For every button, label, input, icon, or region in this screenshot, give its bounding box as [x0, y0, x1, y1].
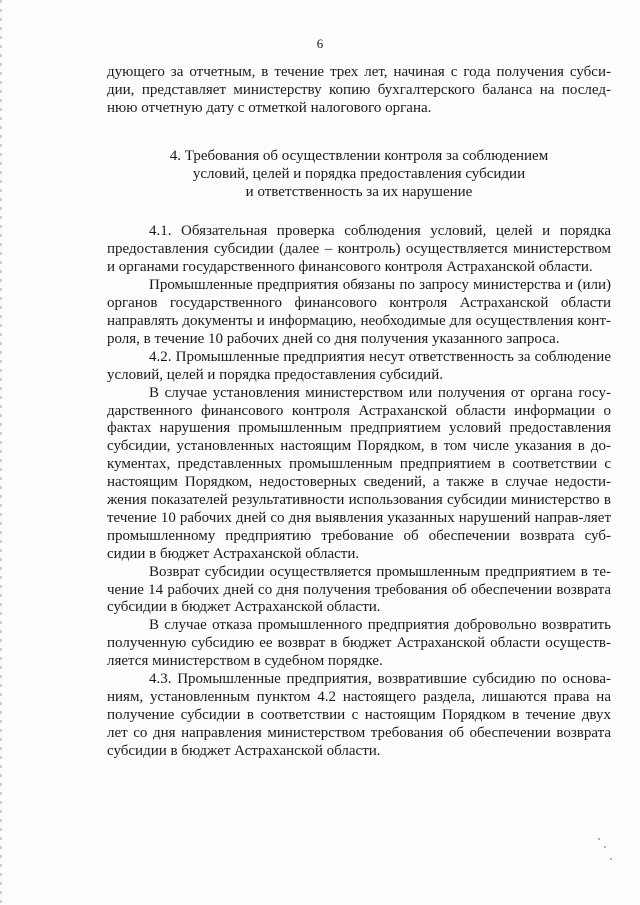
paragraph-4-1: 4.1. Обязательная проверка соблюдения условий, целей и порядка предоставления субсидии (далее – контроль) осуществляется министерством и органами государственного финансового контроля Астраханской области. [107, 223, 611, 276]
paragraph-refusal: В случае отказа промышленного предприятия добровольно возвратить полученную субсидию ее возврат в бюджет Астраханской области осуществ-ляется министерством в судебном порядке. [107, 617, 611, 670]
section-heading-line: 4. Требования об осуществлении контроля за соблюдением [169, 147, 549, 164]
section-heading-line: и ответственность за их нарушение [245, 183, 473, 200]
paragraph-4-3: 4.3. Промышленные предприятия, возвратившие субсидию по основа-ниям, установленным пунктом 4.2 настоящего раздела, лишаются права на получение субсидии в соответствии с настоящим Порядком в течение двух лет со дня направления министерством требования об обеспечении возврата субсидии в бюджет Астраханской области. [107, 671, 611, 759]
section-heading [107, 148, 611, 202]
section-heading-line: условий, целей и порядка предоставления субсидии [192, 165, 526, 182]
scan-speck [598, 838, 600, 840]
scan-speck [610, 858, 612, 860]
scan-speck [604, 846, 606, 848]
paragraph-violation: В случае установления министерством или получения от органа госу-дарственного финансового контроля Астраханской области информации о фактах нарушения промышленным предприятием условий предоставления субсидии, установленных настоящим Порядком, в том числе указания в до-кументах, представленных промышленным предприятием в соответствии с настоящим Порядком, недостоверных сведений, а также в случае недости-жения показателей результативности использования субсидии министерство в течение 10 рабочих дней со дня выявления указанных нарушений направ-ляет промышленному предприятию требование об обеспечении возврата суб-сидии в бюджет Астраханской области. [107, 384, 611, 562]
paragraph-refund: Возврат субсидии осуществляется промышленным предприятием в те-чение 14 рабочих дней со дня получения требования об обеспечении возврата субсидии в бюджет Астраханской области. [107, 563, 611, 616]
document-body [107, 64, 611, 761]
page-number: 6 [316, 36, 324, 51]
intro-paragraph: дующего за отчетным, в течение трех лет, начиная с года получения субси-дии, представляет министерству копию бухгалтерского баланса на послед-нюю отчетную дату с отметкой налогового органа. [107, 64, 611, 116]
scan-edge-artifact [0, 0, 2, 905]
paragraph-4-2: 4.2. Промышленные предприятия несут ответственность за соблюдение условий, целей и порядка предоставления субсидий. [107, 348, 611, 383]
paragraph-obligation: Промышленные предприятия обязаны по запросу министерства и (или) органов государственного финансового контроля Астраханской области направлять документы и информацию, необходимые для осуществления конт-роля, в течение 10 рабочих дней со дня получения указанного запроса. [107, 277, 611, 347]
